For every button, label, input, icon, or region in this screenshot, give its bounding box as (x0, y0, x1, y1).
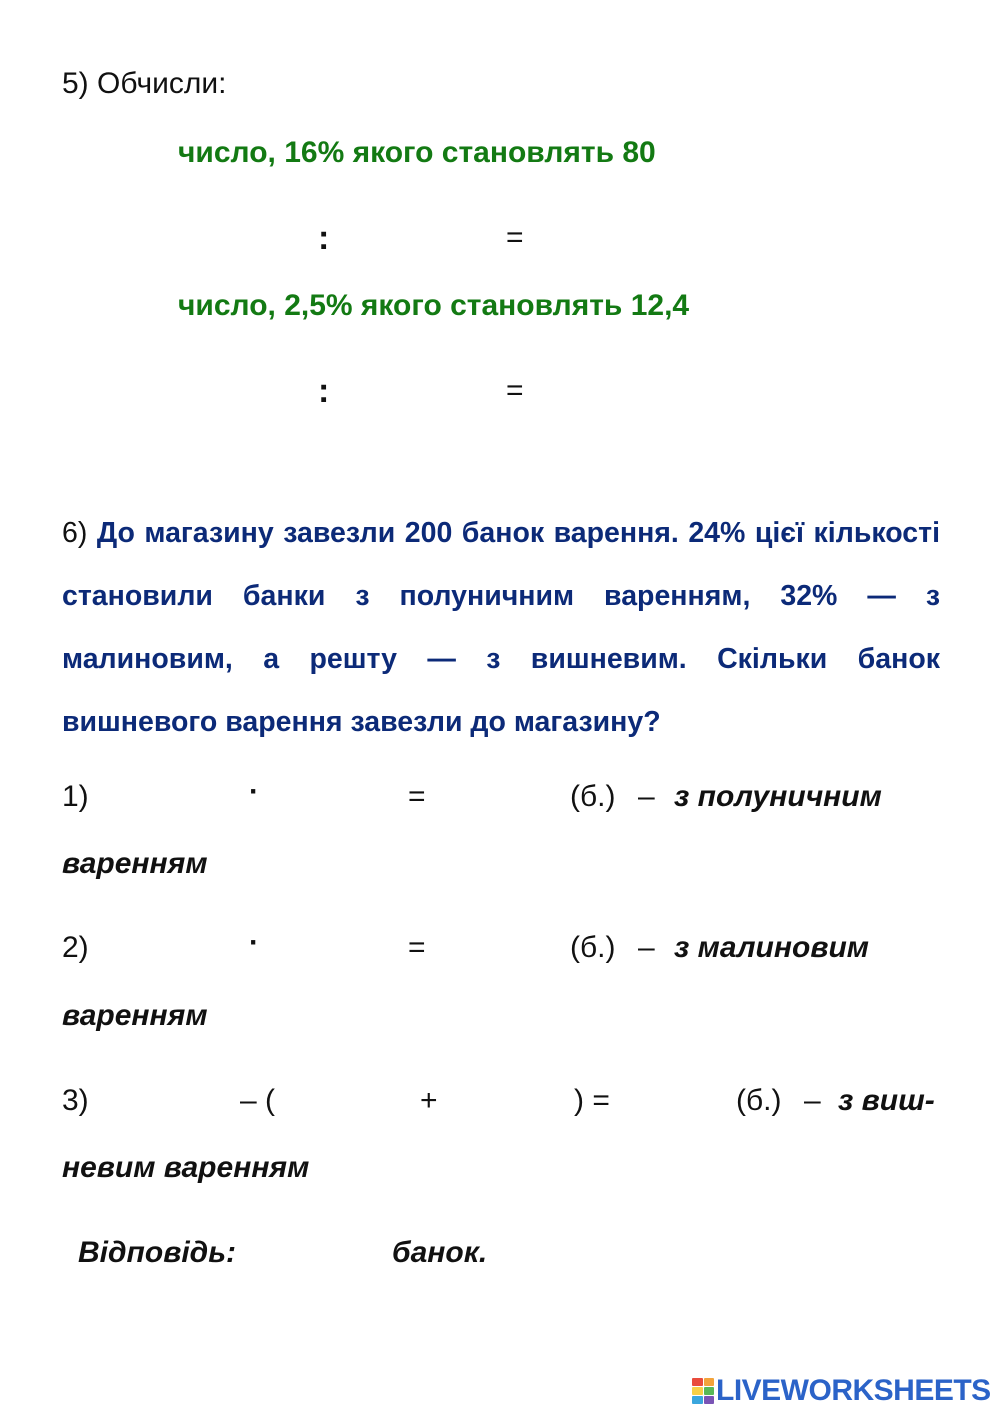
step3-dash: – (804, 1084, 821, 1117)
step3-unit: (б.) (736, 1084, 782, 1117)
step1-equals: = (408, 780, 426, 813)
step2-description-cont: варенням (62, 999, 208, 1032)
step1-unit: (б.) (570, 780, 616, 813)
task5-a-equals: = (506, 221, 524, 254)
task5-b-equals: = (506, 374, 524, 407)
step2-equals: = (408, 931, 426, 964)
task6-number: 6) (62, 517, 88, 549)
logo-mark-icon (692, 1378, 714, 1404)
task5-a-colon: : (318, 219, 330, 257)
step3-description: з виш- (838, 1084, 935, 1117)
task6-statement (62, 502, 940, 754)
step2-number: 2) (62, 931, 89, 964)
step2-description: з малиновим (674, 931, 869, 964)
step3-minus-paren: – ( (240, 1084, 276, 1117)
task5-problem-a: число, 16% якого становлять 80 (178, 136, 656, 169)
step2-multiply-dot: · (249, 926, 259, 959)
step3-plus: + (420, 1084, 438, 1117)
step1-number: 1) (62, 780, 89, 813)
task6-problem-text: До магазину завезли 200 банок варення. 24% цієї кількості становили банки з полуничним варенням, 32% — з малиновим, а решту — з вишневим. Скільки банок вишневого варення завезли до магазину? (62, 517, 940, 738)
step1-description: з полуничним (674, 780, 882, 813)
step2-dash: – (638, 931, 655, 964)
step1-multiply-dot: · (249, 775, 259, 808)
step3-description-cont: невим варенням (62, 1151, 310, 1184)
answer-unit: банок. (392, 1236, 488, 1269)
logo-text: LIVEWORKSHEETS (716, 1374, 991, 1407)
liveworksheets-logo (692, 1374, 991, 1408)
step3-number: 3) (62, 1084, 89, 1117)
step2-unit: (б.) (570, 931, 616, 964)
answer-label: Відповідь: (78, 1236, 236, 1269)
step3-close-equals: ) = (574, 1084, 610, 1117)
task5-header: 5) Обчисли: (62, 67, 227, 100)
step1-dash: – (638, 780, 655, 813)
task5-problem-b: число, 2,5% якого становлять 12,4 (178, 289, 690, 322)
step1-description-cont: варенням (62, 847, 208, 880)
task5-b-colon: : (318, 372, 330, 410)
